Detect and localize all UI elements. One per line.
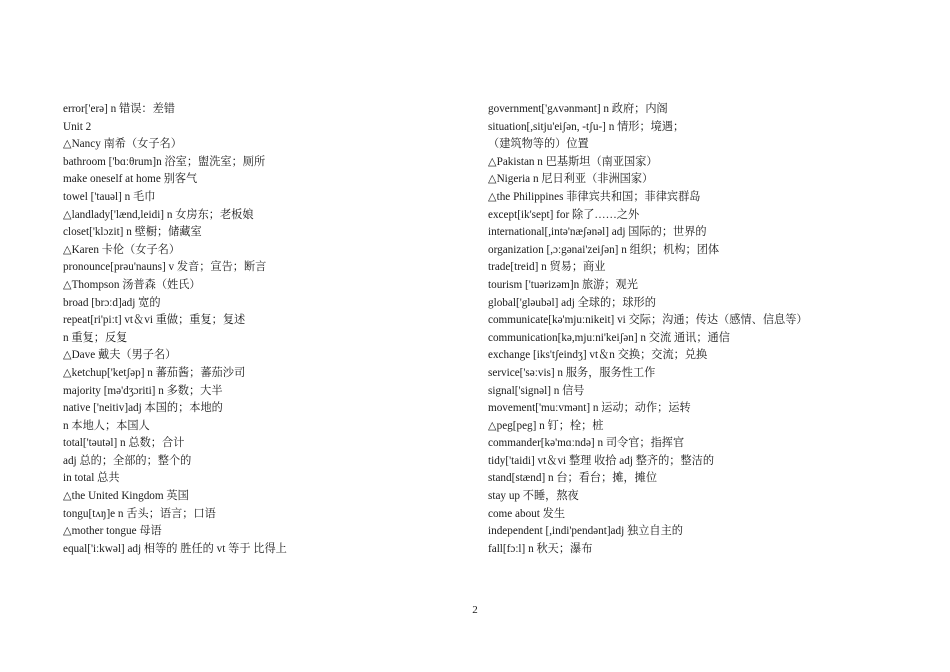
vocab-entry: Unit 2 [63,120,92,133]
left-column [63,101,433,558]
vocab-entry: international[,intə'næʃənəl] adj 国际的；世界的 [488,226,707,239]
vocab-entry: stand[stænd] n 台；看台；摊，摊位 [488,472,658,485]
vocab-entry: △landlady['lænd,leidi] n 女房东；老板娘 [63,208,254,221]
vocab-entry: movement['muːvmənt] n 运动；动作；运转 [488,402,691,415]
vocab-entry: △the United Kingdom 英国 [63,490,189,503]
vocab-entry: （建筑物等的）位置 [488,138,589,151]
vocab-entry: trade[treid] n 贸易；商业 [488,261,606,274]
vocab-entry: total['təutəl] n 总数；合计 [63,437,185,450]
vocab-entry: native ['neitiv]adj 本国的；本地的 [63,402,223,415]
vocab-entry: closet['klɔzit] n 壁橱；储藏室 [63,226,202,239]
vocab-entry: in total 总共 [63,472,120,485]
vocab-entry: government['gʌvənmənt] n 政府；内阁 [488,103,668,115]
vocab-entry: situation[,sitju'eiʃən, -tʃu-] n 情形；境遇； [488,120,685,133]
vocab-entry: independent [,indi'pendənt]adj 独立自主的 [488,525,683,538]
vocab-entry: organization [,ɔːgənai'zeiʃən] n 组织；机构；团体 [488,243,720,256]
vocab-entry: exchange [iks'tʃeindʒ] vt＆n 交换；交流；兑换 [488,349,708,362]
vocab-entry: fall[fɔːl] n 秋天；瀑布 [488,542,593,555]
vocab-entry: error['erə] n 错误：差错 [63,103,175,115]
vocab-entry: bathroom ['bɑːθrum]n 浴室；盥洗室；厕所 [63,155,266,168]
vocab-entry: come about 发生 [488,507,566,520]
vocab-entry: △Thompson 汤普森（姓氏） [63,278,201,291]
vocab-entry: tidy['taidi] vt＆vi 整理 收拾 adj 整齐的；整洁的 [488,454,715,467]
vocab-entry: communication[kə,mjuːni'keiʃən] n 交流 通讯；通信 [488,331,730,344]
vocab-entry: tourism ['tuərizəm]n 旅游；观光 [488,278,638,291]
vocab-entry: △peg[peg] n 钉；栓；桩 [488,419,604,432]
vocab-entry: pronounce[prəu'nauns] v 发音；宣告；断言 [63,261,267,274]
vocab-entry: equal['iːkwəl] adj 相等的 胜任的 vt 等于 比得上 [63,542,287,555]
vocab-entry: △mother tongue 母语 [63,525,162,538]
vocab-entry: n 本地人；本国人 [63,419,150,432]
right-column [488,101,868,558]
vocab-entry: △the Philippines 菲律宾共和国；菲律宾群岛 [488,190,701,203]
vocab-entry: service['səːvis] n 服务，服务性工作 [488,366,656,379]
vocab-entry: stay up 不睡，熬夜 [488,490,579,503]
vocab-entry: △Pakistan n 巴基斯坦（南亚国家） [488,155,658,168]
vocab-entry: make oneself at home 别客气 [63,173,198,186]
vocab-entry: global['gləubəl] adj 全球的；球形的 [488,296,656,309]
vocab-entry: n 重复；反复 [63,331,128,344]
vocab-entry: commander[kə'mɑːndə] n 司令官；指挥官 [488,437,685,450]
vocab-entry: △ketchup['ketʃəp] n 蕃茄酱；蕃茄沙司 [63,366,246,379]
vocab-entry: except[ik'sept] for 除了……之外 [488,208,640,221]
vocab-entry: tongu[tʌŋ]e n 舌头；语言；口语 [63,507,216,520]
vocab-entry: △Karen 卡伦（女子名） [63,243,181,256]
vocab-entry: towel ['tauəl] n 毛巾 [63,190,156,203]
vocab-entry: adj 总的；全部的；整个的 [63,454,192,467]
page-number: 2 [472,604,478,616]
vocab-entry: signal['signəl] n 信号 [488,384,585,397]
vocab-entry: repeat[ri'piːt] vt＆vi 重做；重复；复述 [63,314,246,327]
vocab-entry: △Dave 戴夫（男子名） [63,349,177,362]
vocab-entry: △Nancy 南希（女子名） [63,138,182,151]
vocab-entry: broad [brɔːd]adj 宽的 [63,296,161,309]
vocab-entry: △Nigeria n 尼日利亚（非洲国家） [488,173,654,186]
vocab-entry: communicate[kə'mjuːnikeit] vi 交际；沟通；传达（感情、信息等） [488,314,808,327]
vocab-entry: majority [mə'dʒɔriti] n 多数；大半 [63,384,223,397]
